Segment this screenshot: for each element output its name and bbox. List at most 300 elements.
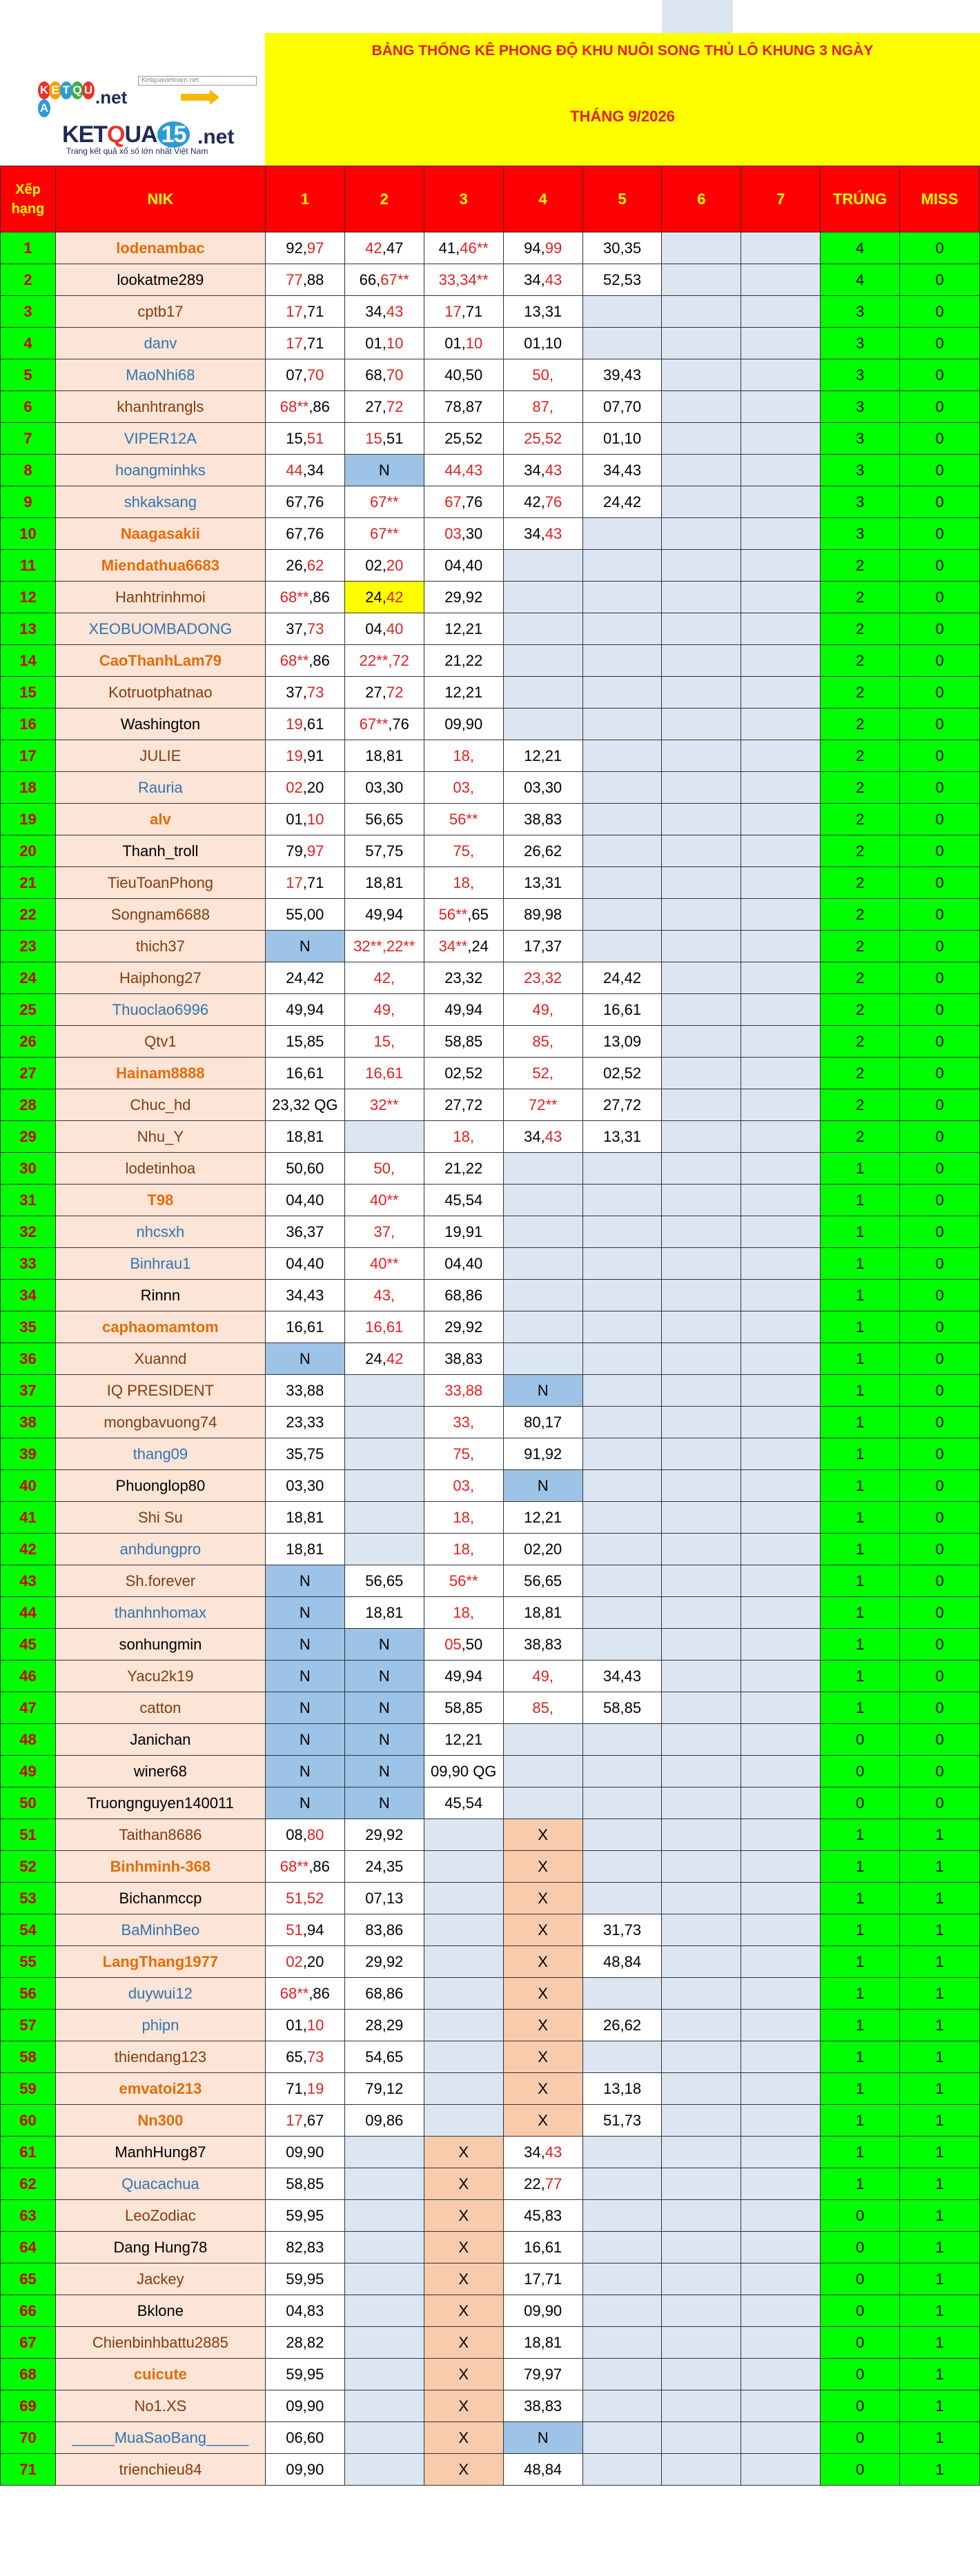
empty-cell	[662, 2422, 741, 2454]
number-text: 91,92	[524, 1445, 562, 1463]
hit-count-cell: 2	[821, 677, 900, 709]
value-cell	[265, 1185, 344, 1216]
empty-cell	[662, 2390, 741, 2422]
ketqua-logo[interactable]	[38, 81, 93, 115]
rank-cell: 60	[1, 2105, 56, 2137]
empty-cell	[344, 1470, 424, 1502]
number-text: 13,18	[603, 2079, 642, 2097]
nik-cell[interactable]: Xuannd	[55, 1343, 265, 1375]
empty-cell	[741, 709, 821, 740]
empty-cell	[344, 2137, 424, 2168]
number-text: 15,85	[286, 1032, 324, 1050]
nik-cell[interactable]: trienchieu84	[55, 2454, 265, 2486]
nik-cell[interactable]: Taithan8686	[55, 1819, 265, 1851]
number-text: 21,22	[444, 651, 483, 669]
table-row	[1, 2390, 980, 2422]
number-text: 50,60	[286, 1159, 324, 1177]
number-text: ,71	[302, 873, 324, 891]
table-row	[1, 1121, 980, 1153]
empty-cell	[741, 1946, 821, 1978]
table-row	[1, 613, 980, 645]
nik-cell[interactable]: phipn	[55, 2010, 265, 2041]
rank-cell: 61	[1, 2137, 56, 2168]
table-row	[1, 899, 980, 931]
number-text: 26,62	[603, 2016, 642, 2034]
hit-number: 67	[444, 493, 462, 511]
nik-cell[interactable]: danv	[55, 328, 265, 359]
empty-cell	[582, 1978, 662, 2010]
rank-cell: 45	[1, 1629, 56, 1661]
value-cell	[265, 264, 344, 296]
nik-cell[interactable]: nhcsxh	[55, 1216, 265, 1248]
number-text: 04,	[365, 620, 386, 637]
value-cell	[344, 2105, 424, 2137]
number-text: 94,	[524, 239, 545, 257]
table-row	[1, 2422, 980, 2454]
col-header-day-1: 1	[265, 166, 344, 232]
nik-cell[interactable]: thich37	[55, 931, 265, 962]
hit-count-cell: 3	[821, 423, 900, 455]
number-text: 13,31	[524, 302, 562, 320]
hit-number: 77	[286, 270, 303, 288]
n-cell: N	[503, 1375, 582, 1407]
miss-count-cell: 0	[900, 296, 980, 328]
value-cell	[265, 423, 344, 455]
empty-cell	[741, 264, 821, 296]
nik-cell[interactable]: Yacu2k19	[55, 1661, 265, 1692]
nik-cell[interactable]: lodenambac	[55, 232, 265, 264]
hit-number: 52,	[532, 1064, 553, 1082]
miss-count-cell: 0	[900, 1185, 980, 1216]
rank-cell: 51	[1, 1819, 56, 1851]
value-cell	[503, 1692, 582, 1724]
empty-cell	[662, 2359, 741, 2390]
number-text: 28,29	[365, 2016, 404, 2034]
empty-cell	[662, 1375, 741, 1407]
nik-cell[interactable]: Sh.forever	[55, 1565, 265, 1597]
number-text: 80,17	[524, 1413, 562, 1431]
number-text: 49,94	[286, 1000, 324, 1018]
rank-cell: 2	[1, 264, 56, 296]
hit-number: 51	[306, 429, 324, 447]
nik-cell[interactable]: Janichan	[55, 1724, 265, 1756]
hit-count-cell: 1	[821, 1470, 900, 1502]
empty-cell	[741, 2359, 821, 2390]
nik-cell[interactable]: Naagasakii	[55, 518, 265, 550]
nik-cell[interactable]: thiendang123	[55, 2041, 265, 2073]
empty-cell	[741, 740, 821, 772]
nik-cell[interactable]: Shi Su	[55, 1502, 265, 1534]
number-text: 38,83	[524, 1635, 562, 1653]
value-cell	[265, 899, 344, 931]
number-text: 89,98	[524, 905, 562, 923]
value-cell	[582, 1058, 662, 1089]
value-cell	[582, 423, 662, 455]
number-text: 52,53	[603, 270, 642, 288]
nik-cell[interactable]: thang09	[55, 1438, 265, 1470]
number-text: 21,22	[444, 1159, 483, 1177]
hit-number: 97	[306, 842, 324, 860]
hit-number: 68**	[280, 1984, 309, 2002]
table-row	[1, 1724, 980, 1756]
empty-cell	[582, 1216, 662, 1248]
number-text: 48,84	[524, 2460, 562, 2478]
empty-cell	[662, 486, 741, 518]
number-text: 02,52	[444, 1064, 483, 1082]
nik-cell[interactable]: Hainam8888	[55, 1058, 265, 1089]
value-cell	[503, 1438, 582, 1470]
value-cell	[424, 994, 503, 1026]
nik-cell[interactable]: Dang Hung78	[55, 2232, 265, 2263]
rank-cell: 67	[1, 2327, 56, 2359]
hit-count-cell: 1	[821, 1343, 900, 1375]
nik-cell[interactable]: hoangminhks	[55, 455, 265, 486]
value-cell	[265, 2010, 344, 2041]
nik-cell[interactable]: mongbavuong74	[55, 1407, 265, 1438]
value-cell	[344, 962, 424, 994]
hit-number: 03,	[453, 1476, 475, 1494]
empty-cell	[662, 232, 741, 264]
miss-count-cell: 0	[900, 1248, 980, 1280]
table-row	[1, 2232, 980, 2263]
table-row	[1, 2041, 980, 2073]
hit-count-cell: 2	[821, 709, 900, 740]
value-cell	[344, 582, 424, 613]
table-row	[1, 2200, 980, 2232]
value-cell	[424, 1248, 503, 1280]
number-text: 79,12	[365, 2079, 404, 2097]
empty-cell	[662, 1565, 741, 1597]
value-cell	[344, 359, 424, 391]
nik-cell[interactable]: VIPER12A	[55, 423, 265, 455]
hit-count-cell: 2	[821, 582, 900, 613]
x-cell: X	[424, 2390, 503, 2422]
value-cell	[503, 232, 582, 264]
number-text: 34,43	[603, 1667, 642, 1685]
x-cell: X	[503, 1883, 582, 1914]
nik-cell[interactable]: LeoZodiac	[55, 2200, 265, 2232]
number-text: 79,97	[524, 2365, 562, 2383]
number-text: 16,61	[286, 1318, 324, 1336]
logo-letter: E	[49, 81, 61, 99]
hit-number: 22**,72	[359, 651, 409, 669]
value-cell	[424, 835, 503, 867]
miss-count-cell: 0	[900, 613, 980, 645]
nik-cell[interactable]: sonhungmin	[55, 1629, 265, 1661]
number-text: 09,90	[286, 2143, 324, 2161]
empty-cell	[582, 1470, 662, 1502]
number-text: 38,83	[524, 810, 562, 828]
empty-cell	[741, 1724, 821, 1756]
table-row	[1, 1280, 980, 1311]
table-row	[1, 582, 980, 613]
empty-cell	[662, 1692, 741, 1724]
number-text: 45,83	[524, 2206, 562, 2224]
nik-cell[interactable]: cuicute	[55, 2359, 265, 2390]
value-cell	[424, 264, 503, 296]
rank-cell: 30	[1, 1153, 56, 1185]
value-cell	[344, 232, 424, 264]
number-text: 35,75	[286, 1445, 324, 1463]
arrow-right-icon	[181, 94, 211, 101]
hit-number: 40	[386, 620, 404, 637]
hit-number: 20	[386, 556, 404, 574]
number-text: 59,95	[286, 2270, 324, 2288]
nik-cell[interactable]: emvatoi213	[55, 2073, 265, 2105]
logo-letter: E	[78, 121, 94, 148]
nik-cell[interactable]: caphaomamtom	[55, 1311, 265, 1343]
ketqua15-logo[interactable]	[62, 121, 190, 148]
nik-cell[interactable]: Rauria	[55, 772, 265, 804]
nik-cell[interactable]: Nhu_Y	[55, 1121, 265, 1153]
number-text: 27,72	[444, 1096, 483, 1113]
n-cell: N	[344, 1787, 424, 1819]
value-cell	[424, 740, 503, 772]
nik-cell[interactable]: Thanh_troll	[55, 835, 265, 867]
nik-cell[interactable]: TieuToanPhong	[55, 867, 265, 899]
number-text: 26,	[286, 556, 307, 574]
value-cell	[265, 2390, 344, 2422]
number-text: 09,90 QG	[431, 1762, 497, 1780]
value-cell	[265, 2359, 344, 2390]
nik-cell[interactable]: lodetinhoa	[55, 1153, 265, 1185]
nik-cell[interactable]: shkaksang	[55, 486, 265, 518]
rank-cell: 19	[1, 804, 56, 835]
number-text: ,67	[302, 2111, 324, 2129]
value-cell	[424, 1629, 503, 1661]
nik-cell[interactable]: Binhrau1	[55, 1248, 265, 1280]
number-text: 16,61	[603, 1000, 642, 1018]
nik-cell[interactable]: cptb17	[55, 296, 265, 328]
empty-cell	[662, 1629, 741, 1661]
empty-cell	[662, 709, 741, 740]
nik-cell[interactable]: Washington	[55, 709, 265, 740]
value-cell	[424, 328, 503, 359]
col-header-day-2: 2	[344, 166, 424, 232]
hit-number: 03,	[453, 778, 475, 796]
rank-cell: 16	[1, 709, 56, 740]
value-cell	[424, 772, 503, 804]
number-text: 12,21	[524, 746, 562, 764]
miss-count-cell: 0	[900, 455, 980, 486]
value-cell	[424, 962, 503, 994]
nik-cell[interactable]: Bklone	[55, 2295, 265, 2327]
empty-cell	[741, 486, 821, 518]
hit-number: 51,52	[286, 1889, 324, 1907]
empty-cell	[582, 1724, 662, 1756]
nik-cell[interactable]: LangThang1977	[55, 1946, 265, 1978]
value-cell	[503, 2137, 582, 2168]
empty-cell	[424, 1914, 503, 1946]
nik-cell[interactable]: Rinnn	[55, 1280, 265, 1311]
hit-number: 77	[545, 2174, 562, 2192]
value-cell	[424, 232, 503, 264]
number-text: 78,87	[444, 397, 483, 415]
nik-cell[interactable]: catton	[55, 1692, 265, 1724]
nik-cell[interactable]: BaMinhBeo	[55, 1914, 265, 1946]
nik-cell[interactable]: Thuoclao6996	[55, 994, 265, 1026]
table-row	[1, 2010, 980, 2041]
miss-count-cell: 1	[900, 2232, 980, 2263]
table-row	[1, 1248, 980, 1280]
number-text: 27,	[365, 683, 386, 701]
logo-letter: Q	[71, 81, 84, 99]
n-cell: N	[265, 1661, 344, 1692]
table-row	[1, 264, 980, 296]
number-text: 48,84	[603, 1952, 642, 1970]
value-cell	[424, 550, 503, 582]
value-cell	[265, 740, 344, 772]
number-text: 01,	[286, 2016, 307, 2034]
empty-cell	[582, 1343, 662, 1375]
number-text: 92,	[286, 239, 307, 257]
nik-cell[interactable]: lookatme289	[55, 264, 265, 296]
nik-cell[interactable]: MaoNhi68	[55, 359, 265, 391]
value-cell	[344, 1946, 424, 1978]
number-text: 12,21	[444, 1730, 483, 1748]
nik-cell[interactable]: Chienbinhbattu2885	[55, 2327, 265, 2359]
value-cell	[344, 1153, 424, 1185]
table-row	[1, 835, 980, 867]
number-text: 23,32 QG	[272, 1096, 338, 1113]
number-text: 02,52	[603, 1064, 642, 1082]
nik-cell[interactable]: anhdungpro	[55, 1534, 265, 1565]
nik-cell[interactable]: CaoThanhLam79	[55, 645, 265, 677]
nik-cell[interactable]: Haiphong27	[55, 962, 265, 994]
hit-number: 33,	[453, 1413, 475, 1431]
hit-number: 17	[444, 302, 462, 320]
nik-cell[interactable]: No1.XS	[55, 2390, 265, 2422]
value-cell	[265, 2327, 344, 2359]
nik-cell[interactable]: Bichanmccp	[55, 1883, 265, 1914]
nik-cell[interactable]: Chuc_hd	[55, 1089, 265, 1121]
miss-count-cell: 1	[900, 1978, 980, 2010]
miss-count-cell: 0	[900, 582, 980, 613]
hit-count-cell: 1	[821, 1311, 900, 1343]
nik-cell[interactable]: Miendathua6683	[55, 550, 265, 582]
nik-cell[interactable]: ManhHung87	[55, 2137, 265, 2168]
value-cell	[582, 994, 662, 1026]
number-text: ,86	[308, 1984, 330, 2002]
value-cell	[424, 1216, 503, 1248]
number-text: 67,76	[286, 524, 324, 542]
empty-cell	[662, 550, 741, 582]
rank-cell: 8	[1, 455, 56, 486]
rank-cell: 35	[1, 1311, 56, 1343]
rank-cell: 20	[1, 835, 56, 867]
rank-cell: 37	[1, 1375, 56, 1407]
empty-cell	[662, 1534, 741, 1565]
number-text: ,47	[382, 239, 404, 257]
nik-cell[interactable]: khanhtrangls	[55, 391, 265, 423]
hit-count-cell: 1	[821, 1216, 900, 1248]
empty-cell	[424, 2073, 503, 2105]
nik-cell[interactable]: T98	[55, 1185, 265, 1216]
table-row	[1, 962, 980, 994]
empty-cell	[582, 1502, 662, 1534]
hit-number: 10	[386, 334, 404, 352]
rank-cell: 54	[1, 1914, 56, 1946]
number-text: 57,75	[365, 842, 404, 860]
empty-cell	[741, 804, 821, 835]
rank-cell: 10	[1, 518, 56, 550]
empty-cell	[344, 1534, 424, 1565]
hit-count-cell: 1	[821, 1819, 900, 1851]
table-row	[1, 931, 980, 962]
nik-cell[interactable]: Jackey	[55, 2263, 265, 2295]
hit-count-cell: 1	[821, 1248, 900, 1280]
n-cell: N	[265, 1787, 344, 1819]
number-text: ,86	[308, 588, 330, 606]
miss-count-cell: 0	[900, 1280, 980, 1311]
value-cell	[265, 359, 344, 391]
n-cell: N	[503, 1470, 582, 1502]
number-text: 56,65	[365, 810, 404, 828]
nik-cell[interactable]: alv	[55, 804, 265, 835]
nik-cell[interactable]: Nn300	[55, 2105, 265, 2137]
nik-cell[interactable]: thanhnhomax	[55, 1597, 265, 1629]
nik-cell[interactable]: Phuonglop80	[55, 1470, 265, 1502]
empty-cell	[741, 582, 821, 613]
miss-count-cell: 0	[900, 391, 980, 423]
rank-cell: 56	[1, 1978, 56, 2010]
nik-cell[interactable]: winer68	[55, 1756, 265, 1787]
nik-cell[interactable]: IQ PRESIDENT	[55, 1375, 265, 1407]
miss-count-cell: 1	[900, 2105, 980, 2137]
table-row	[1, 1883, 980, 1914]
empty-cell	[741, 2454, 821, 2486]
hit-count-cell: 2	[821, 740, 900, 772]
nik-cell[interactable]: Qtv1	[55, 1026, 265, 1058]
rank-cell: 12	[1, 582, 56, 613]
n-cell: N	[265, 1692, 344, 1724]
number-text: 29,92	[365, 1952, 404, 1970]
page-title: BẢNG THỐNG KÊ PHONG ĐỘ KHU NUÔI SONG THỦ LÔ KHUNG 3 NGÀY	[371, 43, 874, 59]
nik-cell[interactable]: Quacachua	[55, 2168, 265, 2200]
empty-cell	[662, 1914, 741, 1946]
nik-cell[interactable]: Truongnguyen140011	[55, 1787, 265, 1819]
number-text: 34,	[524, 1127, 545, 1145]
empty-cell	[662, 296, 741, 328]
hit-count-cell: 0	[821, 2359, 900, 2390]
rank-cell: 11	[1, 550, 56, 582]
value-cell	[265, 1851, 344, 1883]
number-text: 29,92	[444, 1318, 483, 1336]
nik-cell[interactable]: Binhminh-368	[55, 1851, 265, 1883]
value-cell	[503, 1565, 582, 1597]
nik-cell[interactable]: _____MuaSaoBang_____	[55, 2422, 265, 2454]
empty-cell	[503, 613, 582, 645]
number-text: 13,09	[603, 1032, 642, 1050]
number-text: 04,83	[286, 2301, 324, 2319]
value-cell	[265, 2105, 344, 2137]
value-cell	[503, 1121, 582, 1153]
number-text: 34,	[524, 461, 545, 479]
number-text: 09,90	[444, 715, 483, 733]
nik-cell[interactable]: Songnam6688	[55, 899, 265, 931]
number-text: 83,86	[365, 1921, 404, 1939]
nik-cell[interactable]: duywui12	[55, 1978, 265, 2010]
hit-number: 42	[386, 588, 404, 606]
nik-cell[interactable]: XEOBUOMBADONG	[55, 613, 265, 645]
value-cell	[424, 677, 503, 709]
nik-cell[interactable]: Kotruotphatnao	[55, 677, 265, 709]
empty-cell	[662, 677, 741, 709]
nik-cell[interactable]: JULIE	[55, 740, 265, 772]
hit-number: 33,88	[444, 1381, 483, 1399]
nik-cell[interactable]: Hanhtrinhmoi	[55, 582, 265, 613]
empty-cell	[662, 359, 741, 391]
